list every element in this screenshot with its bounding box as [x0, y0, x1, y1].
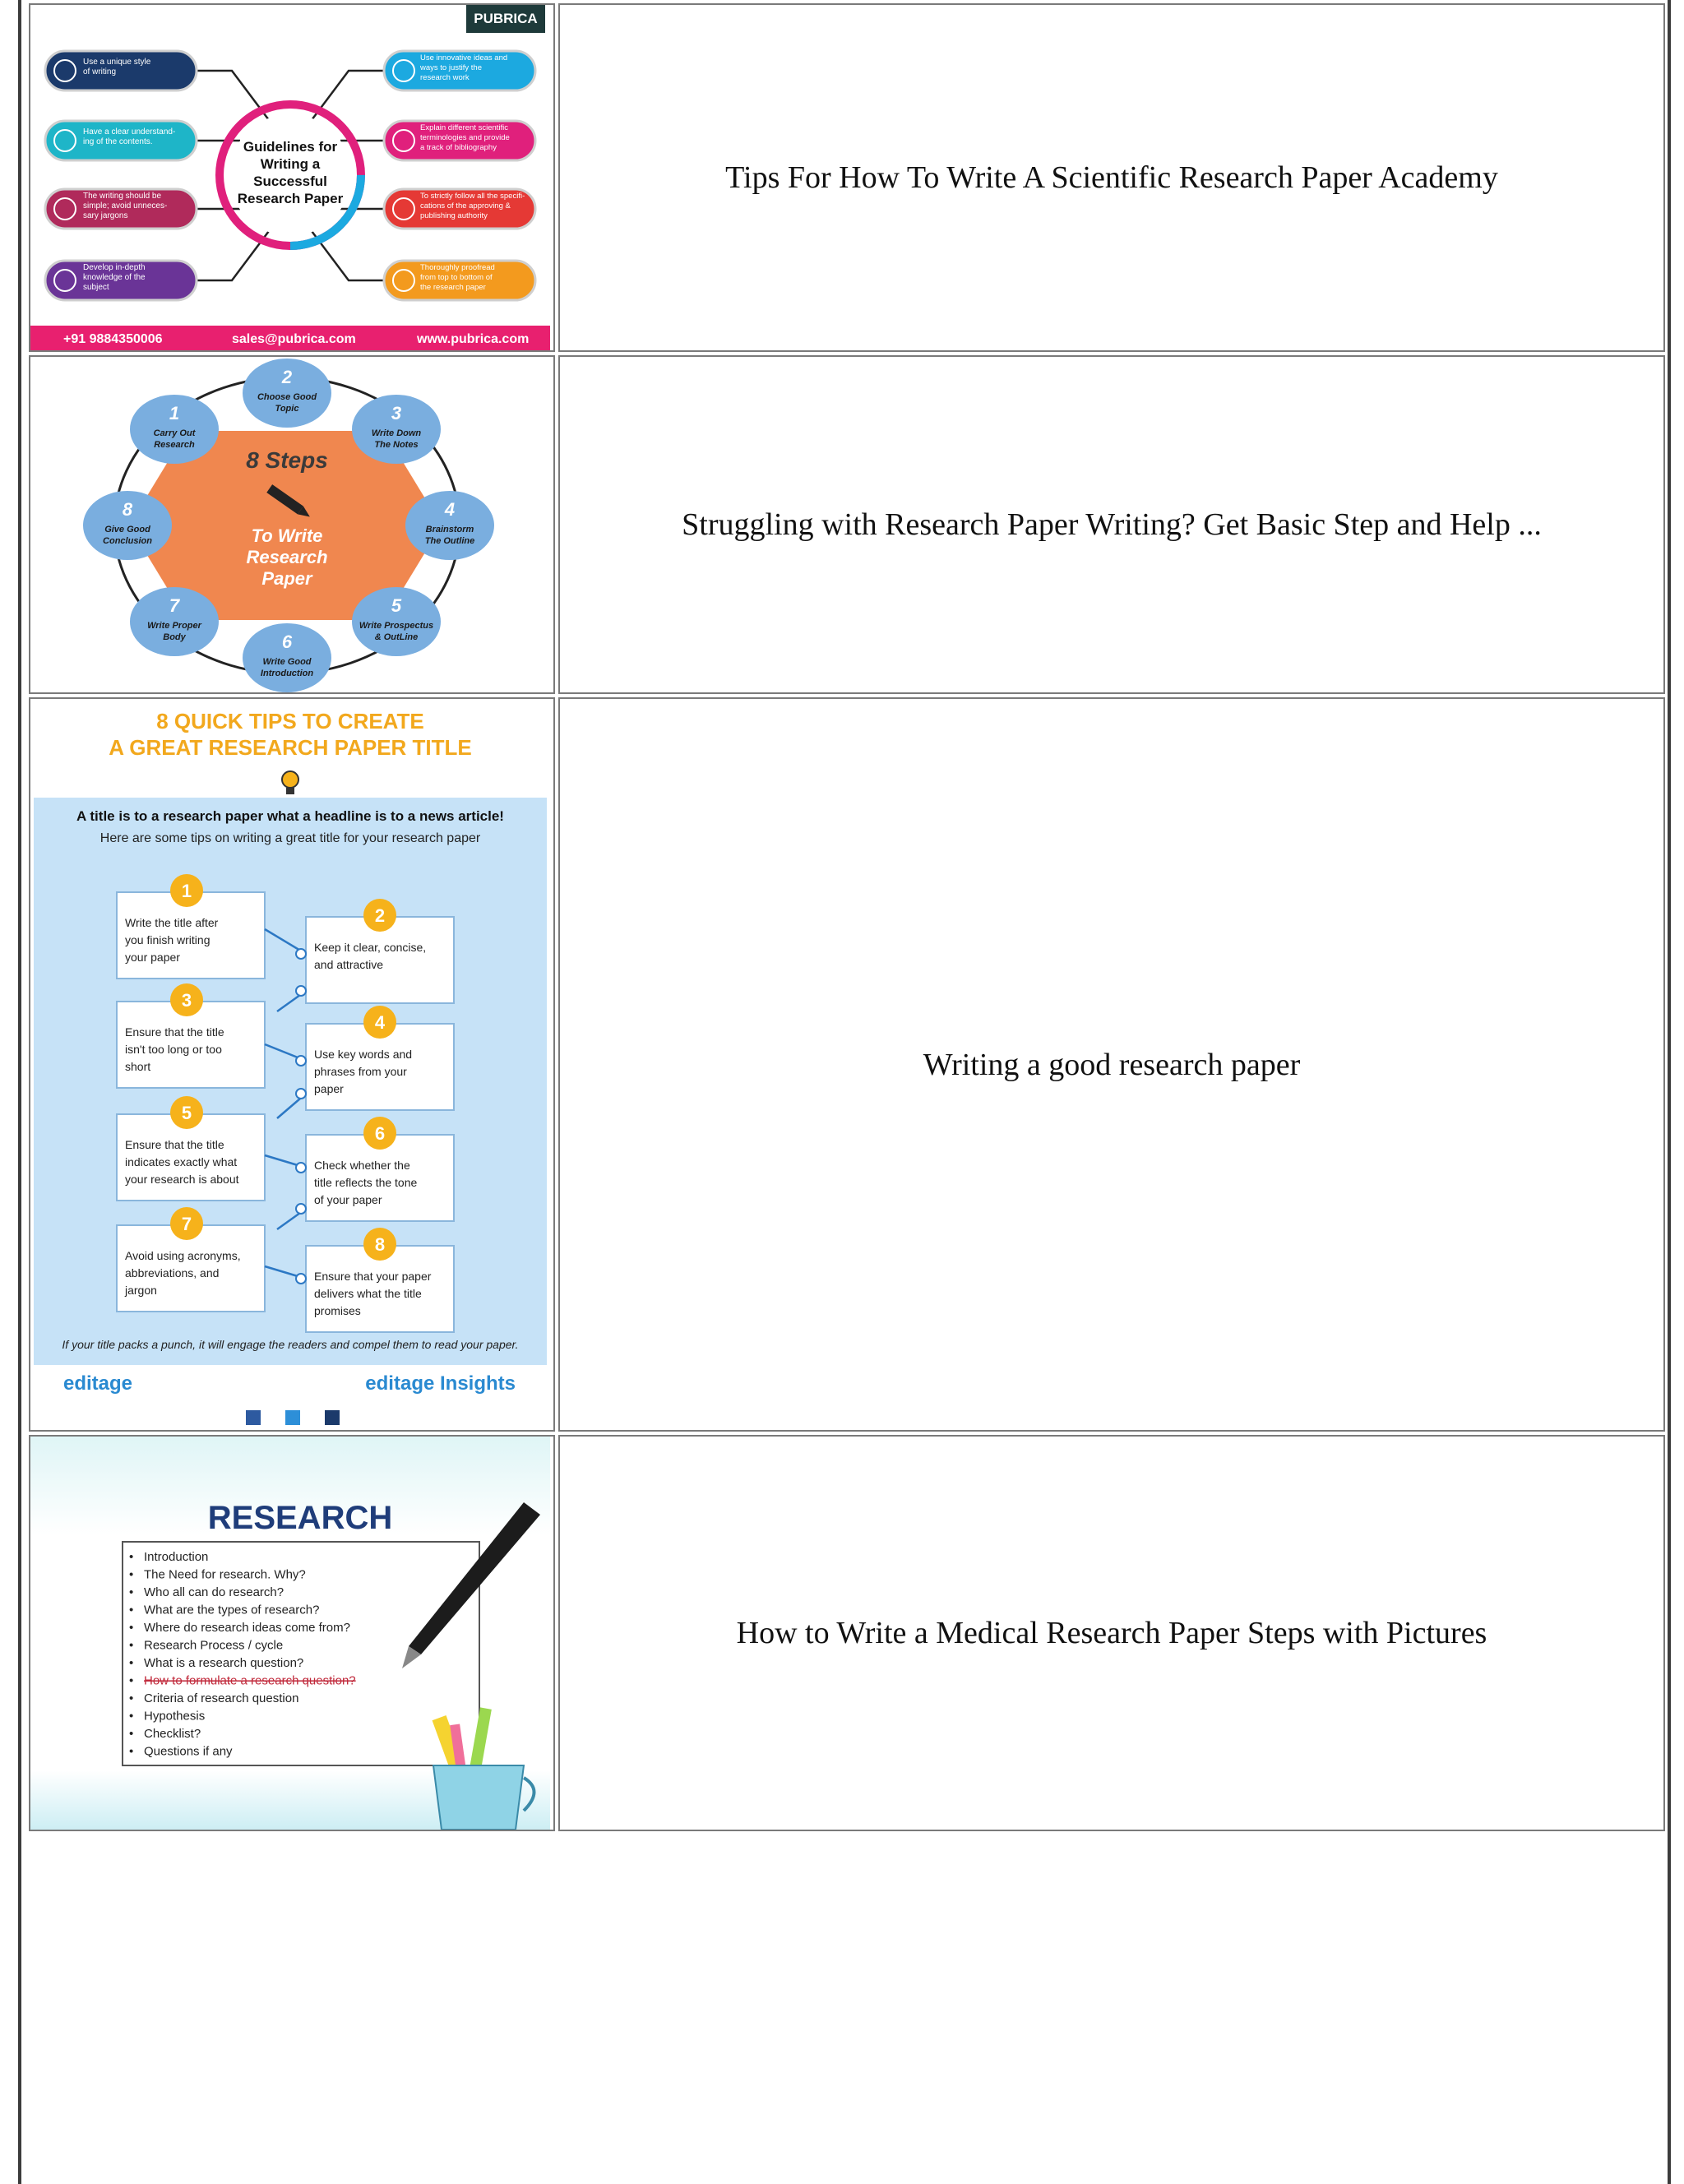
image-cell[interactable] [29, 1435, 555, 1831]
tip-text: Write the title after [125, 916, 219, 929]
center-line-3: Successful [253, 174, 327, 189]
tip-text: jargon [125, 1284, 157, 1297]
image-cell[interactable] [29, 3, 555, 352]
step-number: 4 [444, 499, 456, 520]
slide-bullet: What is a research question? [144, 1656, 304, 1670]
step-label: The Notes [374, 440, 419, 450]
tip-text: delivers what the title [314, 1287, 422, 1300]
footer-phone: +91 9884350006 [63, 332, 163, 346]
center-line-1: Guidelines for [243, 139, 338, 155]
hex-sub-3: Paper [261, 568, 312, 589]
tip-text: you finish writing [125, 933, 210, 946]
slide-bullet: Where do research ideas come from? [144, 1621, 350, 1635]
slide-bullet: How to formulate a research question? [144, 1673, 356, 1688]
tip-number: 7 [181, 1214, 192, 1234]
guideline-text: The writing should be [83, 192, 162, 201]
step-label: Give Good [104, 525, 150, 534]
caption-cell[interactable] [558, 1435, 1665, 1831]
hex-sub-2: Research [246, 547, 328, 567]
tip-text: and attractive [314, 958, 384, 971]
tip-connector-node [296, 1163, 306, 1173]
step-label: Body [163, 632, 186, 642]
tip-number: 4 [374, 1012, 386, 1033]
slide-bullet: Who all can do research? [144, 1585, 285, 1599]
slide-bullet: The Need for research. Why? [144, 1567, 306, 1582]
bullet-icon: • [129, 1727, 134, 1741]
tip-number: 5 [181, 1103, 192, 1123]
slide-title: RESEARCH [207, 1500, 393, 1536]
table-row [29, 3, 1665, 352]
bullet-icon: • [129, 1550, 134, 1564]
tip-number: 2 [374, 905, 386, 926]
tip-connector-node [296, 1056, 306, 1066]
guideline-text: Use a unique style [83, 58, 151, 67]
hex-sub-1: To Write [251, 525, 323, 546]
bullet-icon: • [129, 1638, 134, 1653]
slide-bullet: Questions if any [144, 1744, 233, 1759]
guideline-text: sary jargons [83, 211, 128, 220]
tip-text: Ensure that the title [125, 1025, 224, 1039]
infographic-headline: A title is to a research paper what a headline is to a news article! [76, 808, 504, 824]
caption-cell[interactable] [558, 3, 1665, 352]
twitter-icon[interactable] [285, 1410, 300, 1425]
facebook-icon[interactable] [246, 1410, 261, 1425]
bullet-icon: • [129, 1621, 134, 1635]
tip-text: phrases from your [314, 1065, 407, 1078]
table-row [29, 355, 1665, 694]
tip-text: your paper [125, 951, 180, 964]
guideline-text: cations of the approving & [420, 201, 511, 211]
step-label: & OutLine [374, 632, 419, 642]
slide-bullet: Hypothesis [144, 1709, 206, 1724]
step-label: Research [154, 440, 195, 450]
tip-text: of your paper [314, 1193, 382, 1206]
footer-website: www.pubrica.com [417, 332, 530, 346]
bullet-icon: • [129, 1603, 134, 1617]
step-number: 7 [169, 595, 180, 616]
tip-connector-node [296, 1204, 306, 1214]
step-label: Write Proper [147, 621, 201, 631]
slide-bullet: Research Process / cycle [144, 1638, 284, 1653]
step-number: 2 [281, 367, 293, 387]
title-tips-infographic[interactable] [30, 699, 550, 1430]
guideline-text: Have a clear understand- [83, 127, 176, 136]
guidelines-infographic[interactable] [30, 5, 550, 350]
step-number: 5 [391, 595, 402, 616]
slide-bullet: What are the types of research? [144, 1603, 320, 1617]
editage-logo: editage [63, 1372, 133, 1395]
bullet-icon: • [129, 1691, 134, 1705]
infographic-title-2: A GREAT RESEARCH PAPER TITLE [109, 735, 472, 760]
tip-text: title reflects the tone [314, 1176, 418, 1189]
tip-text: your research is about [125, 1173, 239, 1186]
slide-bullet: Criteria of research question [144, 1691, 299, 1705]
tip-text: promises [314, 1304, 361, 1317]
tip-text: Use key words and [314, 1048, 413, 1061]
bullet-icon: • [129, 1709, 134, 1724]
step-label: Write Prospectus [359, 621, 434, 631]
step-number: 3 [391, 403, 402, 423]
guideline-text: terminologies and provide [420, 133, 510, 142]
tip-text: Ensure that your paper [314, 1270, 432, 1283]
guideline-text: ways to justify the [420, 63, 482, 72]
results-table [25, 0, 1668, 1835]
step-label: Choose Good [257, 392, 317, 402]
bullet-icon: • [129, 1585, 134, 1599]
infographic-footer-note: If your title packs a punch, it will engage the readers and compel them to read your paper. [62, 1338, 519, 1351]
step-number: 1 [169, 403, 180, 423]
tip-text: abbreviations, and [125, 1266, 220, 1279]
guideline-text: of writing [83, 67, 117, 76]
linkedin-icon[interactable] [325, 1410, 340, 1425]
tip-text: Check whether the [314, 1159, 410, 1172]
guideline-text: the research paper [420, 283, 486, 292]
tip-number: 1 [181, 881, 192, 901]
footer-email: sales@pubrica.com [232, 332, 356, 346]
table-row [29, 697, 1665, 1432]
tip-connector-node [296, 986, 306, 996]
step-label: Conclusion [103, 536, 152, 546]
brand-logo: PUBRICA [474, 11, 538, 26]
steps-infographic[interactable] [30, 357, 550, 692]
caption-cell[interactable] [558, 697, 1665, 1432]
guideline-text: research work [420, 73, 470, 82]
guideline-text: Thoroughly proofread [420, 263, 495, 272]
bullet-icon: • [129, 1567, 134, 1582]
result-caption[interactable]: How to Write a Medical Research Paper Steps with Pictures [736, 1616, 1487, 1650]
center-line-2: Writing a [260, 156, 321, 172]
tip-number: 8 [374, 1234, 386, 1255]
tip-number: 6 [374, 1123, 386, 1144]
tip-connector-node [296, 949, 306, 959]
tip-text: Avoid using acronyms, [125, 1249, 241, 1262]
guideline-text: from top to bottom of [420, 273, 493, 282]
tip-text: short [125, 1060, 151, 1073]
result-caption[interactable]: Struggling with Research Paper Writing? Get Basic Step and Help ... [682, 507, 1542, 542]
guideline-text: a track of bibliography [420, 143, 497, 152]
slide-bullet: Introduction [144, 1550, 209, 1564]
result-caption[interactable]: Writing a good research paper [923, 1047, 1301, 1082]
guideline-text: publishing authority [420, 211, 488, 220]
hex-title: 8 Steps [246, 447, 328, 473]
step-label: The Outline [424, 536, 475, 546]
tip-text: Ensure that the title [125, 1138, 224, 1151]
image-cell[interactable] [29, 355, 555, 694]
step-label: Brainstorm [425, 525, 474, 534]
step-label: Introduction [260, 669, 314, 678]
guideline-text: Explain different scientific [420, 123, 509, 132]
tip-text: paper [314, 1082, 344, 1095]
infographic-title-1: 8 QUICK TIPS TO CREATE [156, 709, 424, 733]
guideline-text: Develop in-depth [83, 263, 146, 272]
tip-connector-node [296, 1089, 306, 1099]
tip-text: indicates exactly what [125, 1155, 238, 1168]
guideline-text: subject [83, 283, 109, 292]
table-row [29, 1435, 1665, 1831]
guideline-text: knowledge of the [83, 273, 146, 282]
result-caption[interactable]: Tips For How To Write A Scientific Research Paper Academy [725, 160, 1498, 195]
guideline-text: simple; avoid unneces- [83, 201, 168, 211]
tip-text: Keep it clear, concise, [314, 941, 427, 954]
guideline-text: ing of the contents. [83, 137, 153, 146]
bullet-icon: • [129, 1673, 134, 1688]
tip-connector-node [296, 1274, 306, 1284]
step-label: Write Good [262, 657, 312, 667]
slide-bullet: Checklist? [144, 1727, 201, 1741]
step-label: Write Down [371, 428, 422, 438]
research-slide[interactable] [30, 1437, 550, 1830]
step-number: 8 [122, 499, 133, 520]
step-label: Topic [275, 404, 299, 414]
infographic-subhead: Here are some tips on writing a great title for your research paper [99, 831, 481, 845]
bullet-icon: • [129, 1744, 134, 1759]
caption-cell[interactable] [558, 355, 1665, 694]
tip-text: isn't too long or too [125, 1043, 222, 1056]
bullet-icon: • [129, 1656, 134, 1670]
step-number: 6 [281, 632, 293, 652]
step-label: Carry Out [153, 428, 196, 438]
editage-insights-logo: editage Insights [365, 1372, 516, 1395]
center-line-4: Research Paper [237, 191, 344, 206]
tip-number: 3 [181, 990, 192, 1011]
image-cell[interactable] [29, 697, 555, 1432]
guideline-text: To strictly follow all the specifi- [420, 192, 525, 201]
guideline-text: Use innovative ideas and [420, 53, 508, 62]
